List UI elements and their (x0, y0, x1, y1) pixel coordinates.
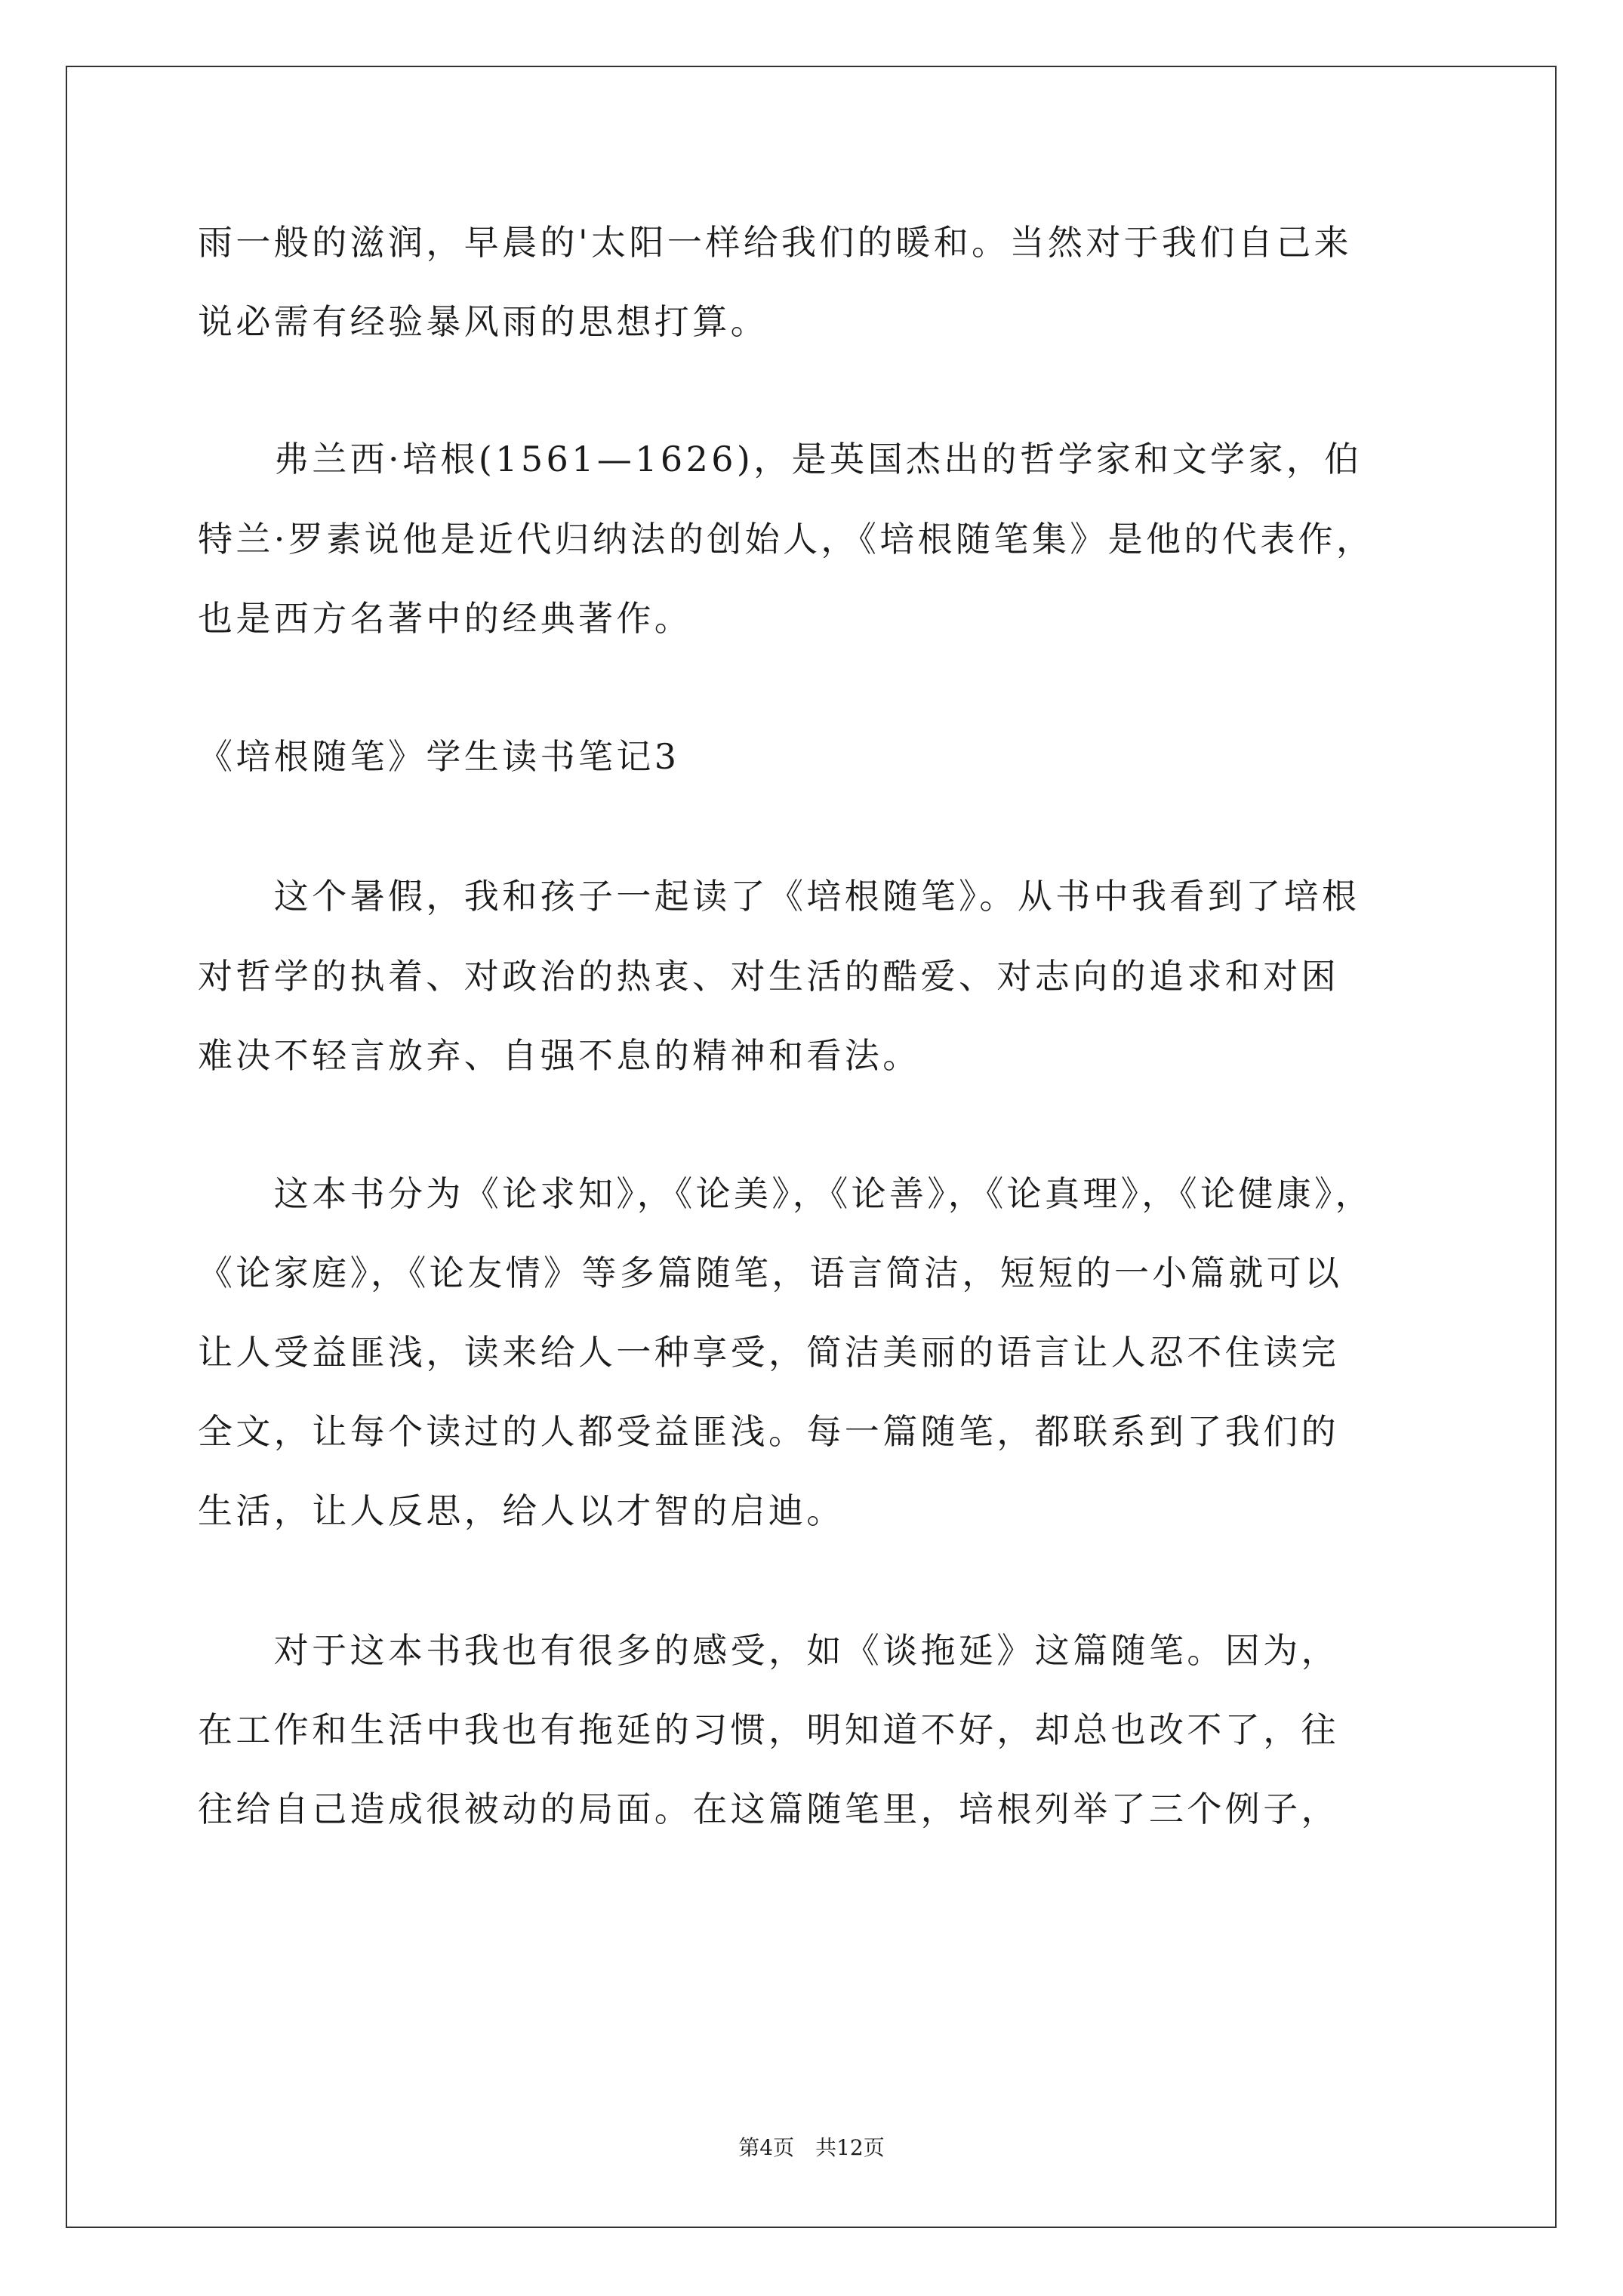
text-line: 在工作和生活中我也有拖延的习惯，明知道不好，却总也改不了，往 (198, 1709, 1339, 1750)
page-footer: 第4页 共12页 (738, 2135, 885, 2160)
text-line: 弗兰西·培根(1561—1626)，是英国杰出的哲学家和文学家，伯 (198, 439, 1363, 479)
text-line: 《论家庭》，《论友情》等多篇随笔，语言简洁，短短的一小篇就可以 (198, 1253, 1343, 1293)
section-heading: 《培根随笔》学生读书笔记3 (198, 736, 680, 777)
text-line: 难决不轻言放弃、自强不息的精神和看法。 (198, 1035, 921, 1076)
text-line: 全文，让每个读过的人都受益匪浅。每一篇随笔，都联系到了我们的 (198, 1411, 1339, 1452)
text-line: 生活，让人反思，给人以才智的启迪。 (198, 1490, 845, 1531)
page-border (66, 66, 1557, 2228)
text-line: 这个暑假，我和孩子一起读了《培根随笔》。从书中我看到了培根 (198, 876, 1360, 917)
text-line: 特兰·罗素说他是近代归纳法的创始人，《培根随笔集》是他的代表作， (198, 519, 1375, 559)
text-line: 对于这本书我也有很多的感受，如《谈拖延》这篇随笔。因为， (198, 1630, 1339, 1671)
text-line: 对哲学的执着、对政治的热衷、对生活的酷爱、对志向的追求和对困 (198, 956, 1339, 997)
text-line: 这本书分为《论求知》，《论美》，《论善》，《论真理》，《论健康》， (198, 1173, 1373, 1214)
text-line: 说必需有经验暴风雨的思想打算。 (198, 301, 768, 342)
text-line: 往给自己造成很被动的局面。在这篇随笔里，培根列举了三个例子， (198, 1789, 1339, 1829)
text-line: 雨一般的滋润，早晨的'太阳一样给我们的暖和。当然对于我们自己来 (198, 222, 1353, 263)
text-line: 也是西方名著中的经典著作。 (198, 598, 693, 639)
text-line: 让人受益匪浅，读来给人一种享受，简洁美丽的语言让人忍不住读完 (198, 1332, 1339, 1373)
